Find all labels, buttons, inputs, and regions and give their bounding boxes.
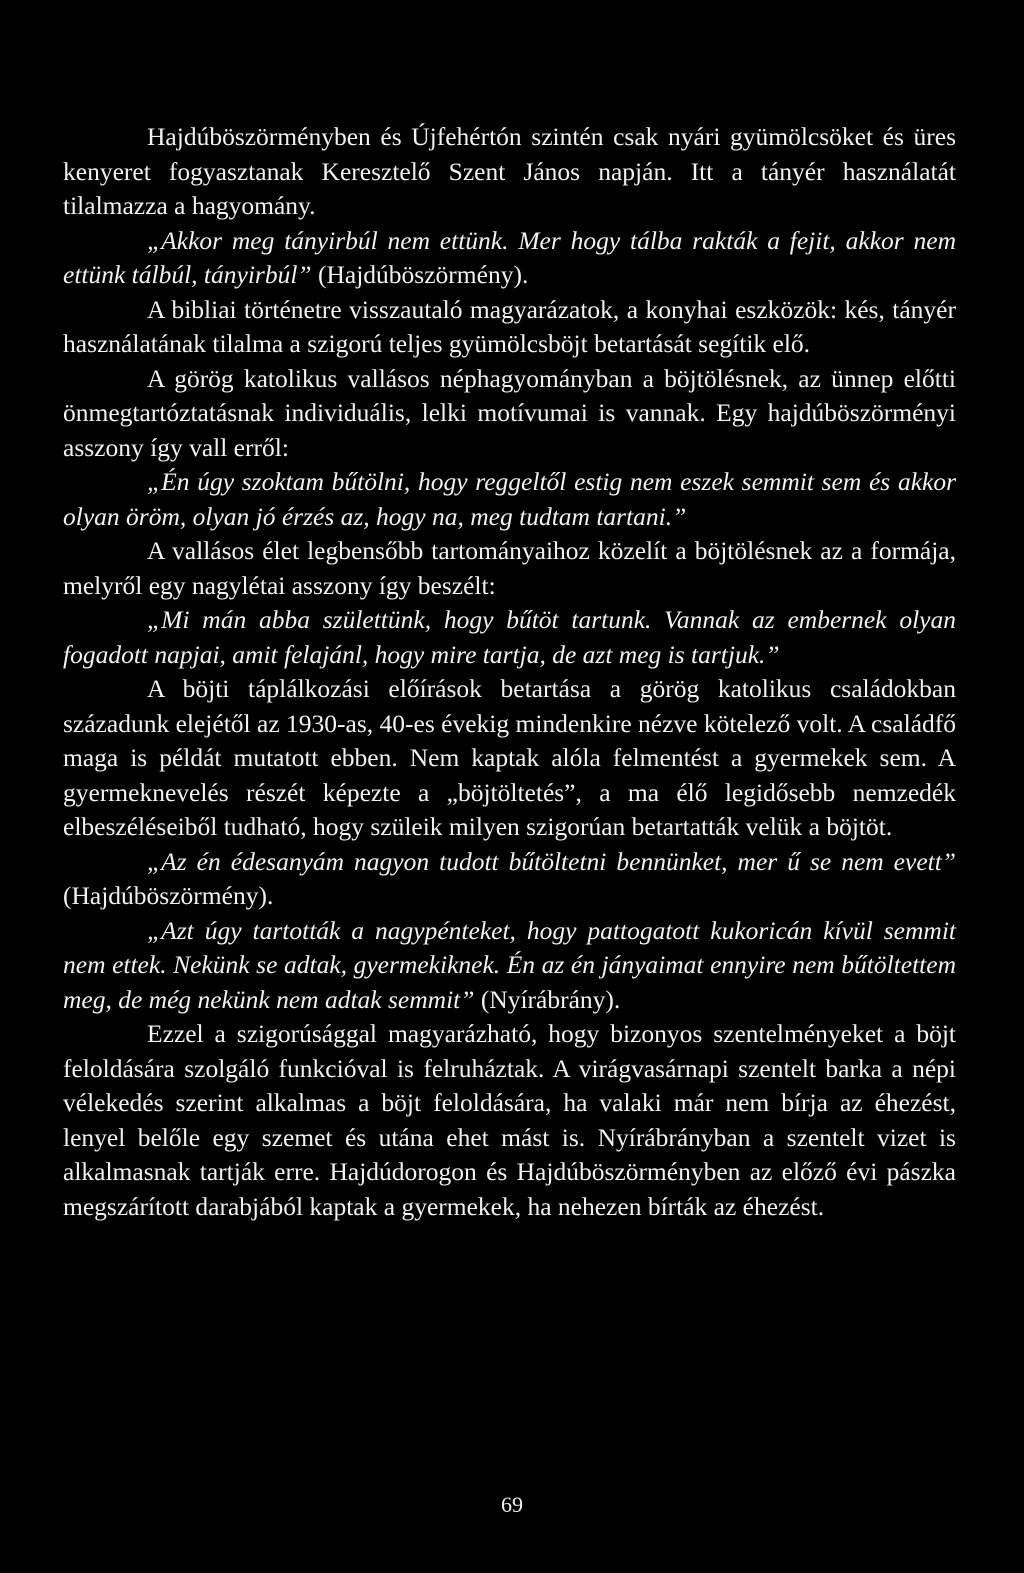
paragraph-4: A görög katolikus vallásos néphagyományban a böjtölésnek, az ünnep előtti önmegtartóztatásnak individuális, lelki motívumai is vannak. Egy hajdúböszörményi asszony így vall erről:: [63, 363, 956, 462]
paragraph-9-quote: [63, 845, 956, 914]
paragraph-5-quote: „Én úgy szoktam bűtölni, hogy reggeltől estig nem eszek semmit sem és akkor olyan öröm, olyan jó érzés az, hogy na, meg tudtam tartani.”: [63, 467, 956, 531]
page-number: 69: [501, 1492, 523, 1517]
quote-text: „Akkor meg tányirbúl nem ettünk. Mer hogy tálba rakták a fejit, akkor nem ettünk tálbúl, tányirbúl”: [63, 225, 956, 289]
paragraph-6: A vallásos élet legbensőbb tartományaihoz közelít a böjtölésnek az a formája, melyről egy nagylétai asszony így beszélt:: [63, 536, 956, 600]
paragraph-2-quote: [63, 224, 956, 293]
paragraph-3: A bibliai történetre visszautaló magyarázatok, a konyhai eszközök: kés, tányér használatának tilalma a szigorú teljes gyümölcsböjt betartását segítik elő.: [63, 294, 956, 358]
page-body: [63, 120, 956, 1224]
paragraph-8: A böjti táplálkozási előírások betartása a görög katolikus családokban századunk elejétől az 1930-as, 40-es évekig mindenkire nézve kötelező volt. A családfő maga is példát mutatott ebben. Nem kaptak alóla felmentést a gyermekek sem. A gyermeknevelés részét képezte a „böjtöltetés”, a ma élő legidősebb nemzedék elbeszéléseiből tudható, hogy szüleik milyen szigorúan betartatták velük a böjtöt.: [63, 674, 956, 841]
paragraph-1: Hajdúböszörményben és Újfehértón szintén csak nyári gyümölcsöket és üres kenyeret fogyasztanak Keresztelő Szent János napján. Itt a tányér használatát tilalmazza a hagyomány.: [63, 122, 956, 220]
quote-source: (Hajdúböszörmény).: [311, 260, 529, 289]
quote-text: „Az én édesanyám nagyon tudott bűtöltetni bennünket, mer ű se nem evett”: [147, 846, 956, 876]
paragraph-11: Ezzel a szigorúsággal magyarázható, hogy bizonyos szentelményeket a böjt feloldására szolgáló funkcióval is felruháztak. A virágvasárnapi szentelt barka a népi vélekedés szerint alkalmas a böjt feloldására, ha valaki már nem bírja az éhezést, lenyel belőle egy szemet és utána ehet mást is. Nyírábrányban a szentelt vizet is alkalmasnak tartják erre. Hajdúdorogon és Hajdúböszörményben az előző évi pászka megszárított darabjából kaptak a gyermekek, ha nehezen bírták az éhezést.: [63, 1019, 956, 1221]
quote-text: „Azt úgy tartották a nagypénteket, hogy pattogatott kukoricán kívül semmit nem ettek. Nekünk se adtak, gyermekiknek. Én az én jányaimat ennyire nem bűtöltettem meg, de még nekünk nem adtak semmit”: [63, 915, 956, 1014]
paragraph-10-quote: [63, 914, 956, 1018]
paragraph-7-quote: „Mi mán abba születtünk, hogy bűtöt tartunk. Vannak az embernek olyan fogadott napjai, amit felajánl, hogy mire tartja, de azt meg is tartjuk.”: [63, 605, 956, 669]
quote-source: (Nyírábrány).: [474, 984, 621, 1014]
quote-source: (Hajdúböszörmény).: [63, 881, 274, 910]
